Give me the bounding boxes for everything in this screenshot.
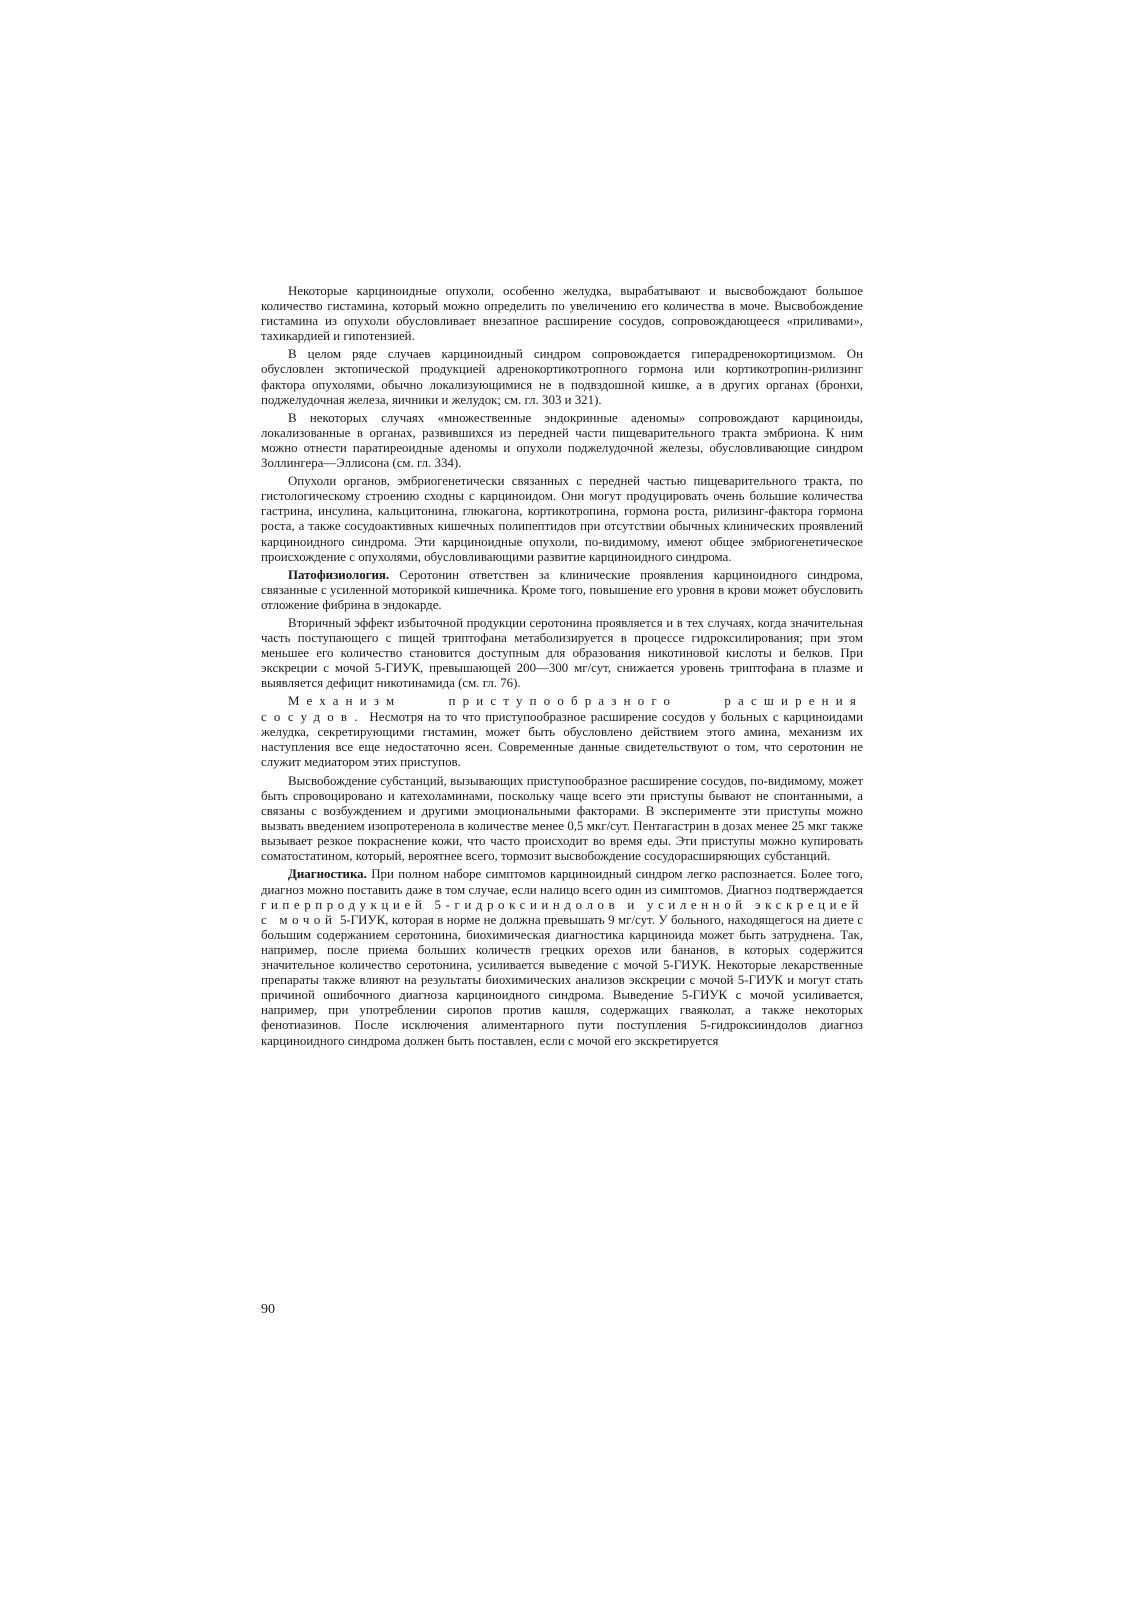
diagnostics-text-b: 5-ГИУК, которая в норме не должна превышать 9 мг/сут. У больного, находящегося на диете с большим содержанием серотонина, биохимическая диагностика карциноида может быть затруднена. Так, например, после приема больших количеств грецких орехов или бананов, в которых содержится значительное количество серотонина, усиливается выведение с мочой 5-ГИУК. Некоторые лекарственные препараты также влияют на результаты биохимических анализов экскреции с мочой 5-ГИУК и могут стать причиной ошибочного диагноза карциноидного синдрома. Выведение 5-ГИУК с мочой усиливается, например, при употреблении сиропов против кашля, содержащих гваяколат, а также некоторых фенотиазинов. После исключения алиментарного пути поступления 5-гидроксииндолов диагноз карциноидного синдрома должен быть поставлен, если с мочой его экскретируется [261, 912, 863, 1048]
paragraph-foregut-tumors: Опухоли органов, эмбриогенетически связанных с передней частью пищеварительного тракта, по гистологическому строению сходны с карциноидом. Они могут продуцировать очень большие количества гастрина, инсулина, кальцитонина, глюкагона, кортикотропина, гормона роста, рилизинг-фактора гормона роста, а также сосудоактивных кишечных полипептидов при отсутствии обычных клинических проявлений карциноидного синдрома. Эти карциноидные опухоли, по-видимому, имеют общее эмбриогенетическое происхождение с опухолями, обусловливающими развитие карциноидного синдрома. [261, 474, 863, 564]
pathophysiology-text: Серотонин ответствен за клинические проявления карциноидного синдрома, связанные с усиленной моторикой кишечника. Кроме того, повышение его уровня в крови может обусловить отложение фибрина в эндокарде. [261, 567, 863, 612]
diagnostics-text-a: При полном наборе симптомов карциноидный синдром легко распознается. Более того, диагноз можно поставить даже в том случае, если налицо всего один из симптомов. Диагноз подтверждается [261, 867, 863, 897]
paragraph-vasodilation-mechanism [261, 694, 863, 769]
heading-vasodilation-mechanism: Механизм приступообразного расширения сосудов. [261, 694, 863, 724]
vasodilation-mechanism-text: Несмотря на то что приступообразное расширение сосудов у больных с карциноидами желудка, секретирующими гистамин, может быть обусловлено действием этого амина, механизм их наступления все еще недостаточно ясен. Современные данные свидетельствуют о том, что серотонин не служит медиатором этих приступов. [261, 709, 863, 769]
heading-pathophysiology: Патофизиология. [288, 567, 390, 582]
page-body [261, 284, 863, 1049]
heading-diagnostics: Диагностика. [288, 867, 367, 882]
page-number: 90 [261, 1302, 275, 1317]
paragraph-substance-release: Высвобождение субстанций, вызывающих приступообразное расширение сосудов, по-видимому, может быть спровоцировано и катехоламинами, поскольку чаще всего эти приступы бывают не спонтанными, а связаны с возбуждением и другими эмоциональными факторами. В эксперименте эти приступы можно вызвать введением изопротеренола в количестве менее 0,5 мкг/сут. Пентагастрин в дозах менее 25 мкг также вызывает резкое покраснение кожи, что часто происходит во время еды. Эти приступы можно купировать соматостатином, который, вероятнее всего, тормозит высвобождение сосудорасширяющих субстанций. [261, 773, 863, 864]
paragraph-histamine: Некоторые карциноидные опухоли, особенно желудка, вырабатывают и высвобождают большое количество гистамина, который можно определить по увеличению его количества в моче. Высвобождение гистамина из опухоли обусловливает внезапное расширение сосудов, сопровождающееся «приливами», тахикардией и гипотензией. [261, 284, 863, 344]
paragraph-hyperadrenocorticism: В целом ряде случаев карциноидный синдром сопровождается гиперадренокортицизмом. Он обусловлен эктопической продукцией адренокортикотропного гормона или кортикотропин-рилизинг фактора опухолями, обычно локализующимися не в подвздошной кишке, а в других органах (бронхи, поджелудочная железа, яичники и желудок; см. гл. 303 и 321). [261, 347, 863, 407]
paragraph-pathophysiology [261, 568, 863, 613]
paragraph-diagnostics [261, 867, 863, 1048]
paragraph-secondary-effect: Вторичный эффект избыточной продукции серотонина проявляется и в тех случаях, когда значительная часть поступающего с пищей триптофана метаболизируется в процессе гидроксилирования; при этом меньшее его количество становится доступным для образования никотиновой кислоты и белков. При экскреции с мочой 5-ГИУК, превышающей 200—300 мг/сут, снижается уровень триптофана в плазме и выявляется дефицит никотинамида (см. гл. 76). [261, 615, 863, 691]
paragraph-endocrine-adenomas: В некоторых случаях «множественные эндокринные аденомы» сопровождают карциноиды, локализованные в органах, развившихся из передней части пищеварительного тракта эмбриона. К ним можно отнести паратиреоидные аденомы и опухоли поджелудочной железы, обусловливающие синдром Золлингера—Эллисона (см. гл. 334). [261, 410, 863, 471]
diagnostics-spaced-text: гиперпродукцией 5-гидроксииндолов и усиленной экскрецией с мочой [261, 897, 863, 927]
